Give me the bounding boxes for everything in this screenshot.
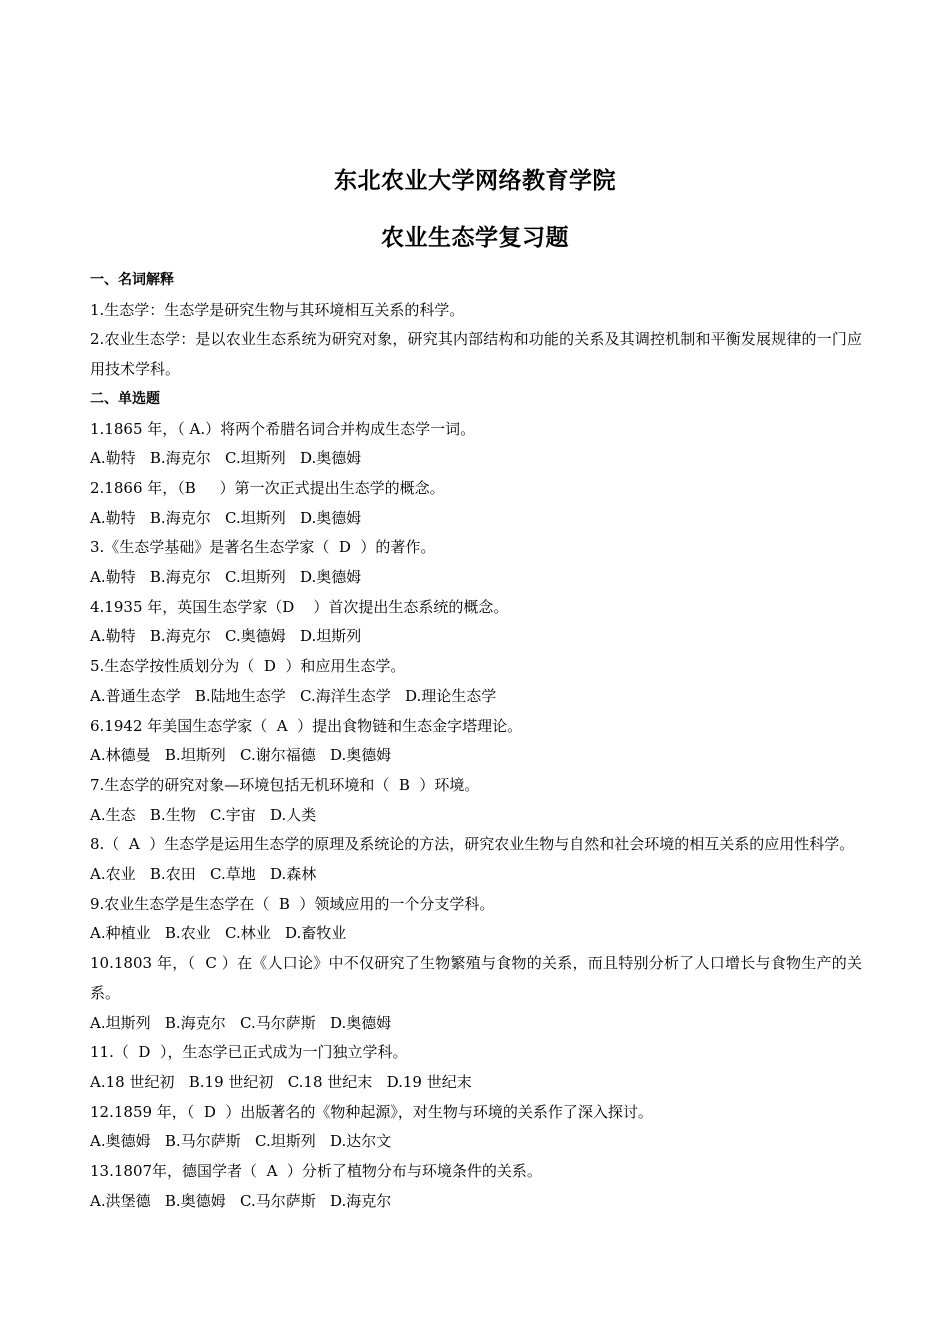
question-text: 10.1803 年，（ C ）在《人口论》中不仅研究了生物繁殖与食物的关系，而且特别分析了人口增长与食物生产的关系。 (90, 954, 862, 1002)
question-text: 7.生态学的研究对象—环境包括无机环境和（ B ）环境。 (90, 775, 480, 794)
question-options: A.洪堡德 B.奥德姆 C.马尔萨斯 D.海克尔 (90, 1191, 392, 1210)
question-options: A.18 世纪初 B.19 世纪初 C.18 世纪末 D.19 世纪末 (90, 1072, 472, 1091)
question-options: A.坦斯列 B.海克尔 C.马尔萨斯 D.奥德姆 (90, 1013, 392, 1032)
question-text: 3.《生态学基础》是著名生态学家（ D ）的著作。 (90, 538, 436, 557)
section-heading-terms: 一、名词解释 (90, 272, 174, 288)
question-text: 1.1865 年，（ A.）将两个希腊名词合并构成生态学一词。 (90, 419, 476, 438)
question-text: 8.（ A ）生态学是运用生态学的原理及系统论的方法，研究农业生物与自然和社会环境的相互关系的应用性科学。 (90, 835, 855, 854)
question-text: 9.农业生态学是生态学在（ B ）领域应用的一个分支学科。 (90, 894, 495, 913)
question-options: A.林德曼 B.坦斯列 C.谢尔福德 D.奥德姆 (90, 746, 392, 765)
term-definition: 1.生态学：生态学是研究生物与其环境相互关系的科学。 (90, 300, 465, 319)
document-title: 东北农业大学网络教育学院 (334, 168, 616, 194)
question-text: 6.1942 年美国生态学家（ A ）提出食物链和生态金字塔理论。 (90, 716, 523, 735)
question-text: 13.1807年，德国学者（ A ）分析了植物分布与环境条件的关系。 (90, 1162, 542, 1181)
question-options: A.勒特 B.海克尔 C.坦斯列 D.奥德姆 (90, 449, 362, 468)
question-text: 4.1935 年，英国生态学家（D ）首次提出生态系统的概念。 (90, 597, 509, 616)
question-text: 11.（ D ），生态学已正式成为一门独立学科。 (90, 1043, 408, 1062)
question-options: A.普通生态学 B.陆地生态学 C.海洋生态学 D.理论生态学 (90, 686, 497, 705)
question-text: 2.1866 年，（B ）第一次正式提出生态学的概念。 (90, 478, 445, 497)
question-options: A.生态 B.生物 C.宇宙 D.人类 (90, 805, 317, 824)
question-text: 12.1859 年，（ D ）出版著名的《物种起源》，对生物与环境的关系作了深入探讨。 (90, 1102, 653, 1121)
question-options: A.农业 B.农田 C.草地 D.森林 (90, 865, 317, 884)
document-body (90, 266, 862, 1217)
question-options: A.种植业 B.农业 C.林业 D.畜牧业 (90, 924, 347, 943)
document-subtitle: 农业生态学复习题 (381, 225, 569, 251)
question-options: A.勒特 B.海克尔 C.奥德姆 D.坦斯列 (90, 627, 362, 646)
question-options: A.勒特 B.海克尔 C.坦斯列 D.奥德姆 (90, 508, 362, 527)
term-definition: 2.农业生态学：是以农业生态系统为研究对象，研究其内部结构和功能的关系及其调控机制和平衡发展规律的一门应用技术学科。 (90, 330, 862, 379)
question-options: A.奥德姆 B.马尔萨斯 C.坦斯列 D.达尔文 (90, 1132, 392, 1151)
question-options: A.勒特 B.海克尔 C.坦斯列 D.奥德姆 (90, 568, 362, 587)
question-text: 5.生态学按性质划分为（ D ）和应用生态学。 (90, 657, 406, 676)
section-heading-single-choice: 二、单选题 (90, 390, 160, 407)
